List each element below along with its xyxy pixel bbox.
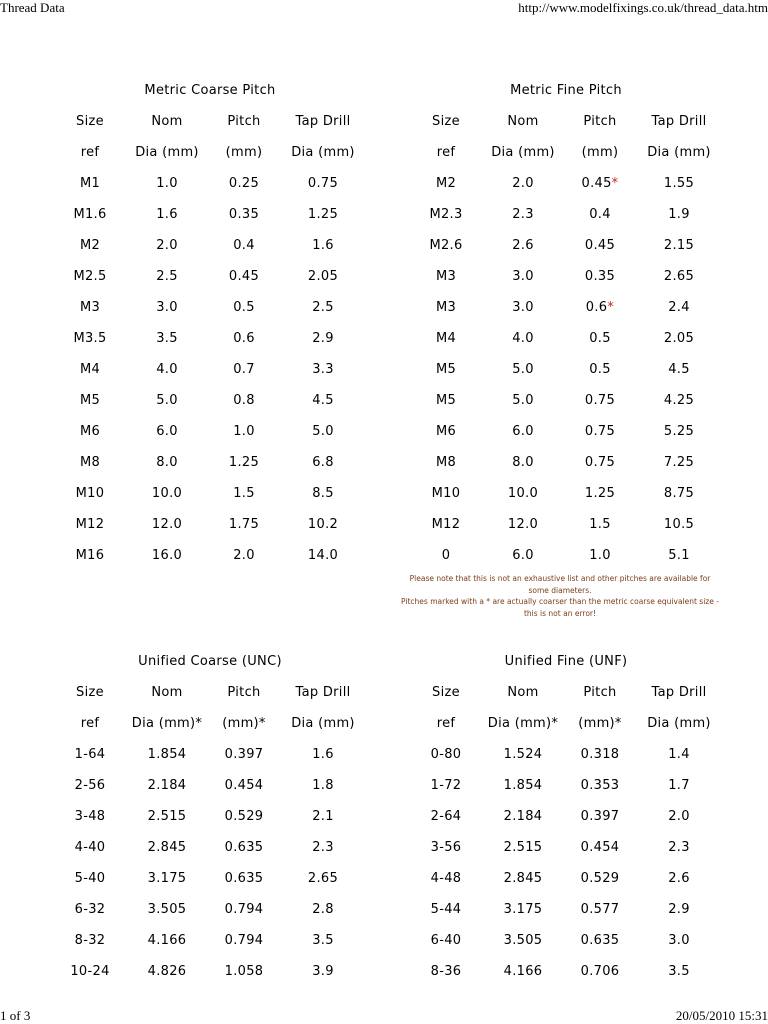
table-row	[60, 869, 360, 889]
cell-nom-dia: 8.0	[156, 455, 178, 470]
cell-size: ref	[80, 145, 100, 160]
cell-nom-dia: 4.166	[503, 964, 543, 979]
cell-tap-drill: 2.3	[668, 840, 690, 855]
cell-tap-drill: 1.6	[312, 747, 334, 762]
cell-pitch: 0.706	[580, 964, 620, 979]
cell-size: M12	[431, 517, 461, 532]
cell-nom-dia: 6.0	[156, 424, 178, 439]
cell-pitch: 1.25	[584, 486, 616, 501]
cell-pitch: 0.75	[584, 455, 616, 470]
pitch-note	[400, 573, 720, 619]
cell-size: M2.5	[73, 269, 107, 284]
table-row	[60, 515, 360, 535]
cell-tap-drill: 7.25	[663, 455, 695, 470]
cell-pitch: (mm)*	[578, 716, 622, 731]
cell-tap-drill: 1.8	[312, 778, 334, 793]
table-row	[60, 453, 360, 473]
cell-size: 2-64	[430, 809, 462, 824]
table-row	[416, 391, 716, 411]
cell-pitch: 0.397	[580, 809, 620, 824]
table-row	[60, 931, 360, 951]
cell-size: Size	[76, 114, 104, 129]
cell-pitch: 0.5	[233, 300, 255, 315]
cell-nom-dia: 2.0	[512, 176, 534, 191]
cell-nom-dia: 3.505	[503, 933, 543, 948]
coarser-marker: *	[607, 300, 615, 315]
cell-tap-drill: 3.9	[312, 964, 334, 979]
pitch-note-line-1: Please note that this is not an exhaustive list and other pitches are available for some diameters.	[409, 574, 711, 595]
cell-size: 6-40	[430, 933, 462, 948]
table-row	[60, 329, 360, 349]
table-row	[416, 205, 716, 225]
table-row	[416, 869, 716, 889]
cell-tap-drill: 2.0	[668, 809, 690, 824]
cell-size: M2.3	[429, 207, 463, 222]
cell-tap-drill: 10.5	[663, 517, 695, 532]
cell-tap-drill: 1.25	[307, 207, 339, 222]
cell-size: M4	[79, 362, 101, 377]
cell-tap-drill: 5.0	[312, 424, 334, 439]
cell-tap-drill: Tap Drill	[651, 114, 707, 129]
cell-tap-drill: 1.4	[668, 747, 690, 762]
cell-tap-drill: 2.65	[663, 269, 695, 284]
cell-nom-dia: 2.184	[503, 809, 543, 824]
cell-size: 5-40	[74, 871, 106, 886]
document-title: Thread Data	[0, 0, 65, 15]
cell-tap-drill: 2.8	[312, 902, 334, 917]
cell-nom-dia: 3.0	[512, 300, 534, 315]
cell-nom-dia: 1.854	[503, 778, 543, 793]
cell-nom-dia: Nom	[507, 685, 539, 700]
header-row	[416, 683, 716, 703]
cell-tap-drill: 2.4	[668, 300, 690, 315]
cell-tap-drill: Dia (mm)	[291, 716, 355, 731]
cell-nom-dia: 1.0	[156, 176, 178, 191]
table-row	[60, 900, 360, 920]
cell-size: M1	[79, 176, 101, 191]
table-row	[416, 931, 716, 951]
table-row	[416, 267, 716, 287]
table-row	[416, 329, 716, 349]
cell-pitch: Pitch	[227, 685, 261, 700]
cell-tap-drill: 14.0	[307, 548, 339, 563]
cell-size: M8	[79, 455, 101, 470]
cell-size: M12	[75, 517, 105, 532]
cell-pitch: (mm)	[581, 145, 619, 160]
cell-size: M3.5	[73, 331, 107, 346]
cell-size: 8-32	[74, 933, 106, 948]
cell-nom-dia: 16.0	[151, 548, 183, 563]
cell-pitch: 1.058	[224, 964, 264, 979]
cell-size: M10	[75, 486, 105, 501]
cell-pitch: 0.635	[580, 933, 620, 948]
cell-nom-dia: Dia (mm)	[491, 145, 555, 160]
cell-size: 3-48	[74, 809, 106, 824]
header-row	[416, 112, 716, 132]
cell-pitch: 0.4	[233, 238, 255, 253]
cell-pitch: 0.35	[228, 207, 260, 222]
table-row	[60, 298, 360, 318]
cell-nom-dia: Nom	[151, 685, 183, 700]
cell-nom-dia: 2.515	[503, 840, 543, 855]
cell-pitch: 0.45*	[581, 176, 619, 191]
cell-tap-drill: Tap Drill	[651, 685, 707, 700]
cell-pitch: 0.35	[584, 269, 616, 284]
cell-pitch: 0.529	[224, 809, 264, 824]
cell-size: M2	[79, 238, 101, 253]
table-row	[60, 174, 360, 194]
cell-nom-dia: Dia (mm)*	[131, 716, 203, 731]
cell-nom-dia: 2.3	[512, 207, 534, 222]
cell-size: M1.6	[73, 207, 107, 222]
cell-tap-drill: 4.5	[312, 393, 334, 408]
table-row	[416, 422, 716, 442]
cell-pitch: 0.318	[580, 747, 620, 762]
cell-nom-dia: 6.0	[512, 424, 534, 439]
cell-tap-drill: 2.5	[312, 300, 334, 315]
cell-pitch: Pitch	[227, 114, 261, 129]
cell-nom-dia: 12.0	[507, 517, 539, 532]
table-row	[60, 205, 360, 225]
cell-size: ref	[436, 145, 456, 160]
cell-tap-drill: 8.75	[663, 486, 695, 501]
cell-size: Size	[76, 685, 104, 700]
table-row	[416, 360, 716, 380]
table-row	[416, 174, 716, 194]
cell-tap-drill: Dia (mm)	[647, 716, 711, 731]
cell-nom-dia: 3.505	[147, 902, 187, 917]
cell-nom-dia: 4.826	[147, 964, 187, 979]
cell-size: 10-24	[70, 964, 110, 979]
cell-tap-drill: Tap Drill	[295, 114, 351, 129]
cell-size: M3	[79, 300, 101, 315]
table-row	[416, 776, 716, 796]
cell-tap-drill: 2.6	[668, 871, 690, 886]
table-title: Metric Coarse Pitch	[144, 83, 276, 98]
cell-pitch: 1.75	[228, 517, 260, 532]
cell-size: 6-32	[74, 902, 106, 917]
header-row	[416, 714, 716, 734]
cell-pitch: 0.397	[224, 747, 264, 762]
cell-size: M2.6	[429, 238, 463, 253]
cell-pitch: 0.7	[233, 362, 255, 377]
cell-size: 1-64	[74, 747, 106, 762]
cell-nom-dia: 3.175	[503, 902, 543, 917]
table-row	[60, 484, 360, 504]
cell-size: Size	[432, 685, 460, 700]
table-row	[60, 962, 360, 982]
cell-pitch: 0.45	[584, 238, 616, 253]
cell-size: 3-56	[430, 840, 462, 855]
document-url: http://www.modelfixings.co.uk/thread_data.htm	[518, 0, 768, 15]
cell-pitch: 0.454	[224, 778, 264, 793]
cell-pitch: (mm)	[225, 145, 263, 160]
cell-tap-drill: 3.0	[668, 933, 690, 948]
cell-pitch: 1.25	[228, 455, 260, 470]
cell-nom-dia: 2.6	[512, 238, 534, 253]
table-row	[416, 838, 716, 858]
table-row	[416, 298, 716, 318]
cell-tap-drill: 2.15	[663, 238, 695, 253]
cell-size: M5	[79, 393, 101, 408]
cell-pitch: 0.5	[589, 362, 611, 377]
header-row	[60, 714, 360, 734]
cell-size: ref	[436, 716, 456, 731]
cell-pitch: 0.635	[224, 871, 264, 886]
cell-nom-dia: 10.0	[507, 486, 539, 501]
cell-tap-drill: 2.3	[312, 840, 334, 855]
cell-nom-dia: 1.524	[503, 747, 543, 762]
table-row	[60, 776, 360, 796]
table-row	[416, 484, 716, 504]
cell-tap-drill: 2.1	[312, 809, 334, 824]
cell-nom-dia: 2.184	[147, 778, 187, 793]
cell-size: 4-48	[430, 871, 462, 886]
cell-size: 0	[441, 548, 451, 563]
cell-nom-dia: 12.0	[151, 517, 183, 532]
cell-pitch: 1.0	[233, 424, 255, 439]
table-row	[60, 838, 360, 858]
cell-tap-drill: 5.1	[668, 548, 690, 563]
cell-nom-dia: 3.0	[156, 300, 178, 315]
cell-nom-dia: 5.0	[156, 393, 178, 408]
table-row	[416, 453, 716, 473]
cell-tap-drill: 3.5	[668, 964, 690, 979]
table-row	[416, 807, 716, 827]
table-title: Unified Coarse (UNC)	[138, 654, 282, 669]
cell-size: M4	[435, 331, 457, 346]
cell-nom-dia: 4.0	[156, 362, 178, 377]
cell-tap-drill: 1.6	[312, 238, 334, 253]
cell-size: M3	[435, 300, 457, 315]
cell-nom-dia: 10.0	[151, 486, 183, 501]
cell-tap-drill: 3.5	[312, 933, 334, 948]
table-row	[416, 745, 716, 765]
table-title: Unified Fine (UNF)	[504, 654, 628, 669]
table-row	[60, 267, 360, 287]
table-row	[416, 236, 716, 256]
cell-tap-drill: 4.25	[663, 393, 695, 408]
cell-nom-dia: 2.515	[147, 809, 187, 824]
cell-tap-drill: 5.25	[663, 424, 695, 439]
table-row	[60, 391, 360, 411]
cell-pitch: 0.529	[580, 871, 620, 886]
cell-tap-drill: 2.9	[312, 331, 334, 346]
cell-tap-drill: 2.05	[307, 269, 339, 284]
cell-size: 4-40	[74, 840, 106, 855]
cell-tap-drill: 6.8	[312, 455, 334, 470]
header-row	[60, 143, 360, 163]
cell-size: ref	[80, 716, 100, 731]
cell-tap-drill: 1.55	[663, 176, 695, 191]
cell-tap-drill: Dia (mm)	[647, 145, 711, 160]
cell-pitch: 0.635	[224, 840, 264, 855]
cell-size: 2-56	[74, 778, 106, 793]
cell-tap-drill: 4.5	[668, 362, 690, 377]
cell-nom-dia: 3.175	[147, 871, 187, 886]
table-row	[416, 515, 716, 535]
cell-size: M5	[435, 393, 457, 408]
cell-nom-dia: 2.845	[503, 871, 543, 886]
cell-size: M3	[435, 269, 457, 284]
cell-pitch: Pitch	[583, 685, 617, 700]
cell-pitch: 0.75	[584, 424, 616, 439]
cell-nom-dia: Nom	[507, 114, 539, 129]
cell-nom-dia: 1.854	[147, 747, 187, 762]
pitch-note-line-2: Pitches marked with a * are actually coarser than the metric coarse equivalent size - this is not an error!	[401, 597, 719, 618]
cell-nom-dia: Dia (mm)*	[487, 716, 559, 731]
cell-pitch: 1.5	[589, 517, 611, 532]
table-row	[416, 900, 716, 920]
cell-nom-dia: Nom	[151, 114, 183, 129]
cell-size: M10	[431, 486, 461, 501]
cell-nom-dia: 2.0	[156, 238, 178, 253]
cell-size: 5-44	[430, 902, 462, 917]
cell-pitch: 0.8	[233, 393, 255, 408]
cell-size: M6	[435, 424, 457, 439]
table-row	[60, 807, 360, 827]
cell-tap-drill: 2.9	[668, 902, 690, 917]
cell-size: 8-36	[430, 964, 462, 979]
cell-tap-drill: 1.7	[668, 778, 690, 793]
header-row	[60, 112, 360, 132]
cell-size: M16	[75, 548, 105, 563]
cell-pitch: 0.6*	[585, 300, 615, 315]
cell-pitch: 0.45	[228, 269, 260, 284]
cell-pitch: 0.6	[233, 331, 255, 346]
cell-tap-drill: 0.75	[307, 176, 339, 191]
cell-size: M5	[435, 362, 457, 377]
table-row	[60, 422, 360, 442]
cell-pitch: (mm)*	[222, 716, 266, 731]
cell-nom-dia: 8.0	[512, 455, 534, 470]
print-datetime: 20/05/2010 15:31	[675, 1008, 768, 1023]
cell-size: M8	[435, 455, 457, 470]
cell-pitch: 0.794	[224, 902, 264, 917]
cell-pitch: 0.577	[580, 902, 620, 917]
cell-tap-drill: 3.3	[312, 362, 334, 377]
cell-size: 0-80	[430, 747, 462, 762]
cell-pitch: 0.75	[584, 393, 616, 408]
table-row	[416, 546, 716, 566]
cell-size: M6	[79, 424, 101, 439]
cell-tap-drill: Dia (mm)	[291, 145, 355, 160]
cell-tap-drill: 2.05	[663, 331, 695, 346]
cell-nom-dia: 1.6	[156, 207, 178, 222]
cell-pitch: 1.0	[589, 548, 611, 563]
cell-tap-drill: 2.65	[307, 871, 339, 886]
cell-size: Size	[432, 114, 460, 129]
cell-pitch: 0.454	[580, 840, 620, 855]
coarser-marker: *	[611, 176, 619, 191]
cell-pitch: 2.0	[233, 548, 255, 563]
table-row	[60, 360, 360, 380]
cell-nom-dia: 2.845	[147, 840, 187, 855]
cell-nom-dia: 5.0	[512, 393, 534, 408]
cell-nom-dia: 5.0	[512, 362, 534, 377]
cell-nom-dia: Dia (mm)	[135, 145, 199, 160]
cell-tap-drill: Tap Drill	[295, 685, 351, 700]
cell-pitch: 0.353	[580, 778, 620, 793]
cell-pitch: 1.5	[233, 486, 255, 501]
cell-pitch: Pitch	[583, 114, 617, 129]
header-row	[416, 143, 716, 163]
cell-size: M2	[435, 176, 457, 191]
page-number: 1 of 3	[0, 1008, 31, 1023]
cell-pitch: 0.25	[228, 176, 260, 191]
header-row	[60, 683, 360, 703]
table-row	[60, 546, 360, 566]
cell-pitch: 0.794	[224, 933, 264, 948]
table-title: Metric Fine Pitch	[510, 83, 622, 98]
cell-nom-dia: 3.5	[156, 331, 178, 346]
cell-tap-drill: 8.5	[312, 486, 334, 501]
cell-nom-dia: 2.5	[156, 269, 178, 284]
cell-tap-drill: 1.9	[668, 207, 690, 222]
cell-nom-dia: 3.0	[512, 269, 534, 284]
table-row	[416, 962, 716, 982]
cell-tap-drill: 10.2	[307, 517, 339, 532]
cell-nom-dia: 4.166	[147, 933, 187, 948]
table-row	[60, 236, 360, 256]
cell-nom-dia: 6.0	[512, 548, 534, 563]
table-row	[60, 745, 360, 765]
cell-pitch: 0.5	[589, 331, 611, 346]
cell-size: 1-72	[430, 778, 462, 793]
cell-pitch: 0.4	[589, 207, 611, 222]
cell-nom-dia: 4.0	[512, 331, 534, 346]
